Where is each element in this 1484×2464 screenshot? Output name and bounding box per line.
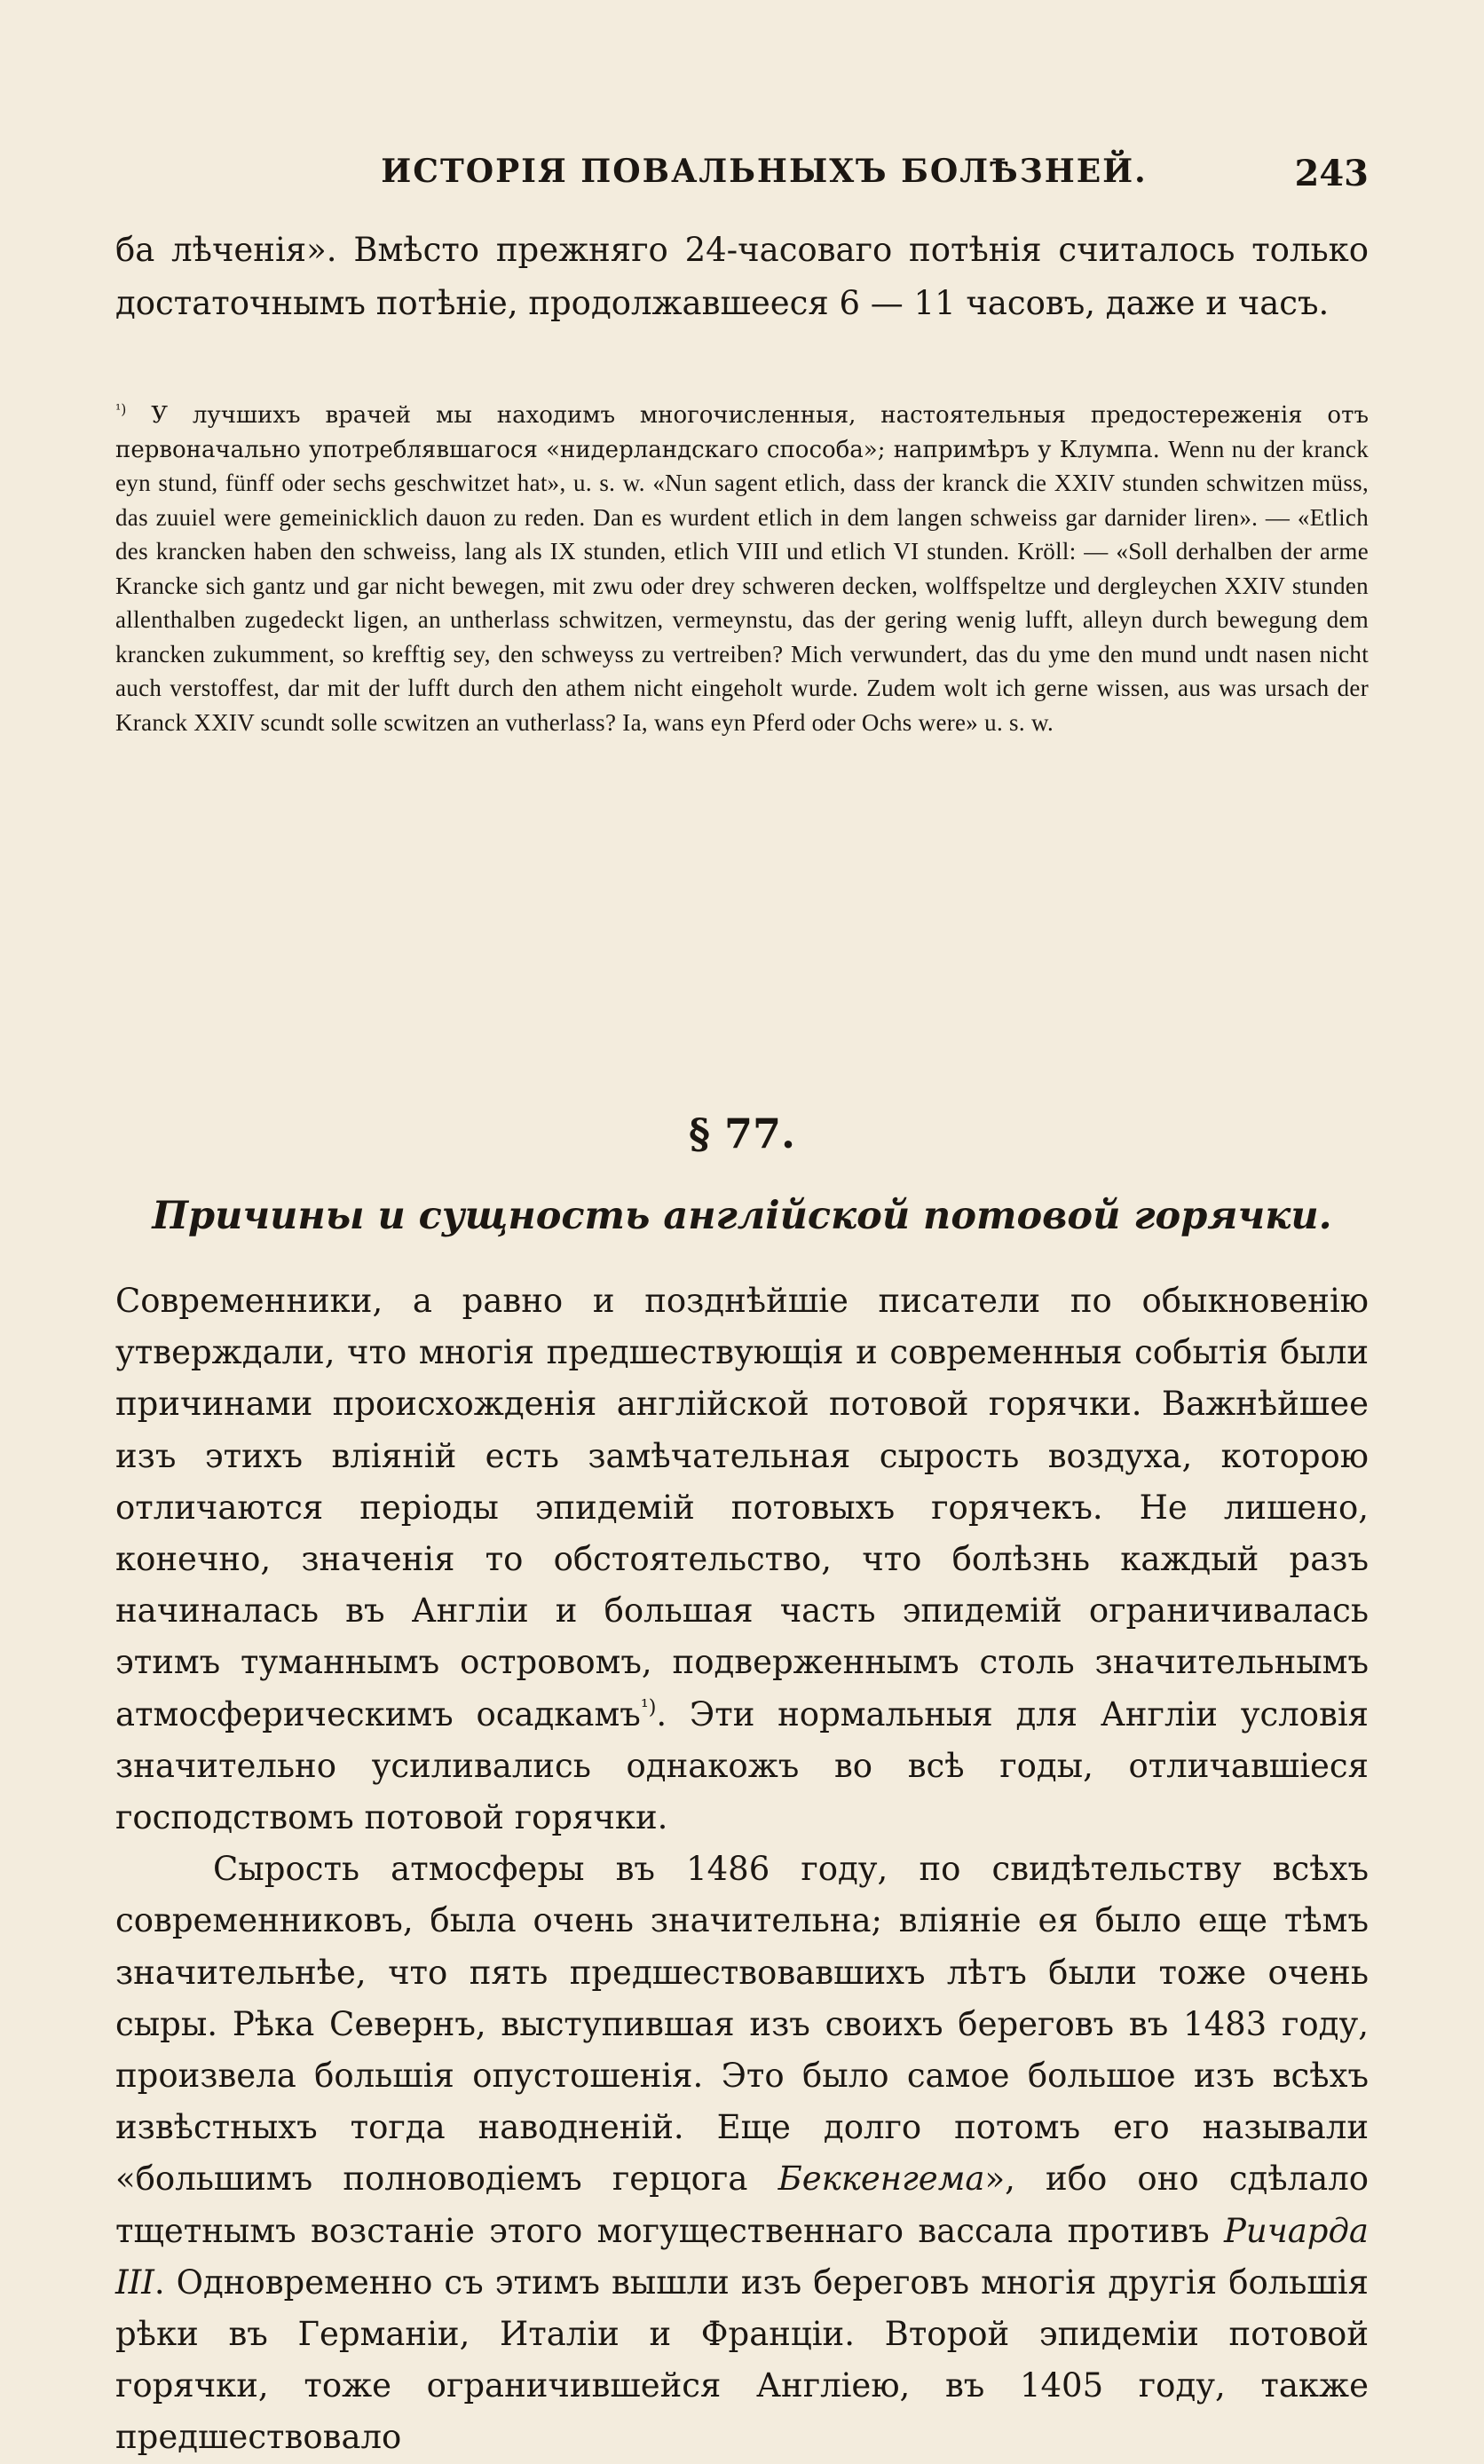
running-title: ИСТОРІЯ ПОВАЛЬНЫХЪ БОЛѢЗНЕЙ. <box>381 153 1148 190</box>
paragraph-1-text: Современники, а равно и позднѣйшіе писатели по обыкновенію утверждали, что многія предшествующія и современныя событія были причинами происхожденія англійской потовой горячки. Важнѣйшее изъ этихъ вліяній есть замѣчательная сырость воздуха, которою отличаются періоды эпидемій потовыхъ горячекъ. Не лишено, конечно, значенія то обстоятельство, что болѣзнь каждый разъ начиналась въ Англіи и большая часть эпидемій ограничивалась этимъ туманнымъ островомъ, подверженнымъ столь значительнымъ атмосферическимъ осадкамъ <box>115 1282 1369 1733</box>
running-head <box>160 153 1369 193</box>
footnote-german-quote: Wenn nu der kranck eyn stund, fünff oder sechs geschwitzet hat», u. s. w. «Nun sagent etlich, dass der kranck die XXIV stunden schwitzen müss, das zuuiel were gemeinicklich dauon zu reden. Dan es wurdent etlich in dem langen schweiss gar darnider liren». — «Etlich des krancken haben den schweiss, lang als IX stunden, etlich VIII und etlich VI stunden. Kröll: — «Soll derhalben der arme Krancke sich gantz und gar nicht bewegen, mit zwu oder drey schweren decken, wolffspeltze und dergleychen XXIV stunden allenthalben zugedeckt ligen, an untherlass schwitzen, vermeynstu, das der gering wenig lufft, alleyn durch bewegung dem krancken zukumment, so krefftig sey, den schweyss zu vertreiben? Mich verwundert, das du yme den mund undt nasen nicht auch verstoffest, dar mit der lufft durch den athem nicht eingeholt wurde. Zudem wolt ich gerne wissen, aus was ursach der Kranck XXIV scundt solle scwitzen an vutherlass? Ia, wans eyn Pferd oder Ochs were» u. s. w. <box>115 435 1370 736</box>
paragraph-1-text-end: . Эти нормальныя для Англіи условія значительно усиливались однакожъ во всѣ годы, отличавшіеся господствомъ потовой горячки. <box>115 1694 1369 1837</box>
footnote <box>115 399 1369 740</box>
footnote-marker: ¹) <box>115 401 127 418</box>
section-number: § 77. <box>688 1110 796 1157</box>
continuation-paragraph: ба лѣченія». Вмѣсто прежняго 24-часоваго потѣнія считалось только достаточнымъ потѣніе, продолжавшееся 6 — 11 часовъ, даже и часъ. <box>115 231 1369 322</box>
paragraph-2-text-end: . Одновременно съ этимъ вышли изъ береговъ многія другія большія рѣки въ Германіи, Италіи и Франціи. Второй эпидеміи потовой горячки, тоже ограничившейся Англіею, въ 1405 году, также предшествовало <box>115 2263 1369 2457</box>
paragraph-2 <box>115 1844 1369 2463</box>
name-richard-iii: Ричарда III <box>115 2211 1369 2302</box>
section-title: Причины и сущность англійской потовой горячки. <box>152 1194 1332 1238</box>
paragraph-2-text-mid: », ибо оно сдѣлало тщетнымъ возстаніе этого могущественнаго вассала противъ <box>115 2160 1369 2250</box>
footnote-reference: ¹) <box>640 1695 657 1719</box>
paragraph-2-text: Сырость атмосферы въ 1486 году, по свидѣтельству всѣхъ современниковъ, была очень значительна; вліяніе ея было еще тѣмъ значительнѣе, что пять предшествовавшихъ лѣтъ были тоже очень сыры. Рѣка Севернъ, выступившая изъ своихъ береговъ въ 1483 году, произвела большія опустошенія. Это было самое большое изъ всѣхъ извѣстныхъ тогда наводненій. Еще долго потомъ его называли «большимъ полноводіемъ герцога <box>115 1850 1369 2199</box>
paragraph-1 <box>115 1275 1369 1844</box>
section-body <box>115 1275 1369 2464</box>
name-buckingham: Беккенгема <box>778 2160 985 2199</box>
footnote-russian-text: У лучшихъ врачей мы находимъ многочисленныя, настоятельныя предостереженія отъ первоначально употреблявшагося «нидерландскаго способа»; напримѣръ у Клумпа. <box>115 402 1370 463</box>
page-number: 243 <box>1294 153 1369 194</box>
